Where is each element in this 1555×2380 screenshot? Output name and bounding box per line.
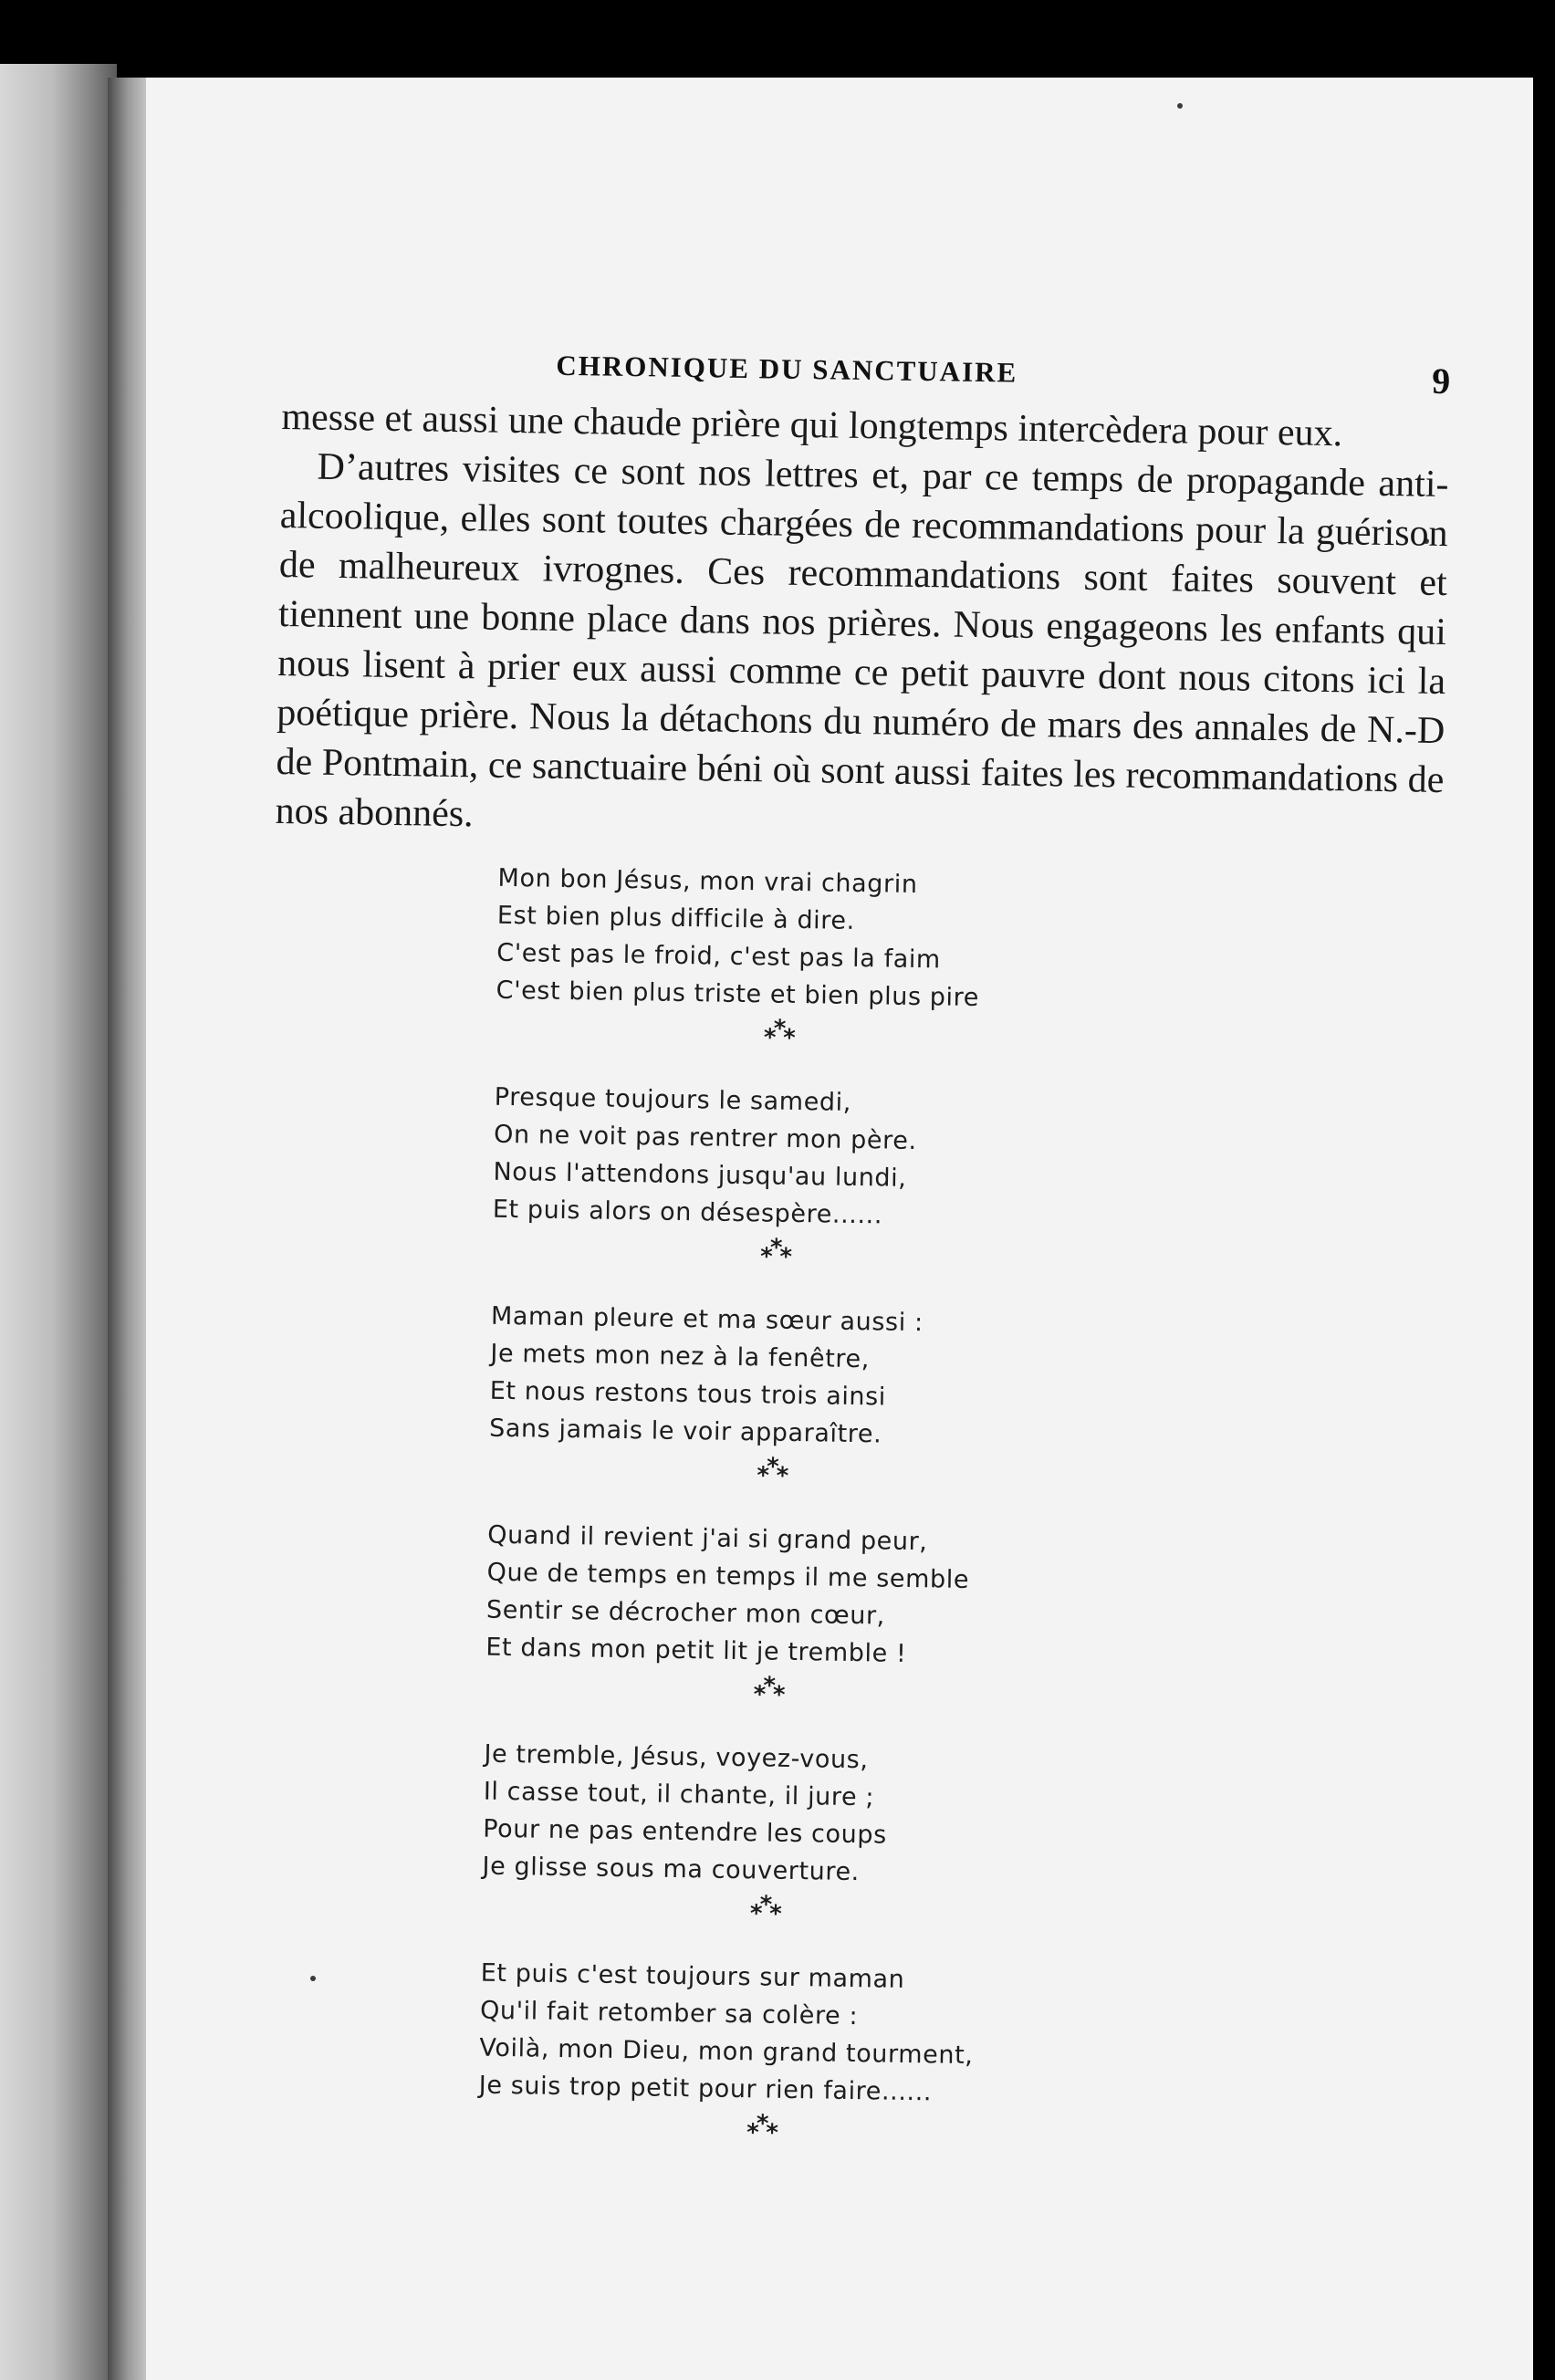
- asterism-star: *: [759, 1243, 771, 1271]
- verse-line: Il casse tout, il chante, il jure ;: [483, 1777, 875, 1812]
- asterism-star: *: [779, 1243, 790, 1271]
- verse-line: Je mets mon nez à la fenêtre,: [490, 1339, 871, 1374]
- asterism-star: *: [763, 1024, 774, 1052]
- poem-stanza: [496, 860, 1063, 1018]
- verse-line: C'est bien plus triste et bien plus pire: [496, 976, 980, 1013]
- verse-line: Presque toujours le samedi,: [494, 1082, 852, 1117]
- asterism-star: *: [749, 1900, 760, 1928]
- asterism-star: *: [746, 2119, 757, 2147]
- asterism-star: *: [759, 1891, 770, 1919]
- asterism-star: *: [753, 1681, 764, 1709]
- asterism-star: *: [768, 1900, 779, 1928]
- verse-line: Et puis alors on désespère......: [492, 1195, 883, 1230]
- asterism-star: *: [772, 1681, 783, 1709]
- facing-page-edge: [0, 64, 117, 2380]
- prayer-poem: [477, 860, 1064, 2183]
- asterism-divider: [488, 1447, 1055, 1526]
- asterism-divider: [491, 1228, 1058, 1307]
- asterism-star: *: [766, 2119, 777, 2147]
- poem-stanza: [489, 1298, 1057, 1456]
- poem-stanza: [485, 1517, 1053, 1675]
- paper-speck: [1177, 103, 1183, 109]
- verse-line: Maman pleure et ma sœur aussi :: [490, 1301, 924, 1338]
- verse-line: Et nous restons tous trois ainsi: [489, 1376, 887, 1412]
- running-title: CHRONIQUE DU SANCTUAIRE: [556, 349, 1018, 389]
- verse-line: Et puis c'est toujours sur maman: [480, 1958, 905, 1994]
- verse-line: Je tremble, Jésus, voyez-vous,: [484, 1739, 869, 1775]
- verse-line: Sans jamais le voir apparaître.: [488, 1414, 882, 1449]
- asterism-star: *: [776, 1462, 787, 1490]
- verse-line: Et dans mon petit lit je tremble !: [485, 1633, 907, 1668]
- verse-line: Est bien plus difficile à dire.: [496, 901, 856, 935]
- poem-stanza: [478, 1955, 1046, 2114]
- poem-stanza: [482, 1736, 1049, 1895]
- asterism-star: *: [773, 1015, 784, 1043]
- paragraph-continuation: messe et aussi une chaude prière qui longtemps intercèdera pour eux.: [281, 395, 1343, 455]
- verse-line: Mon bon Jésus, mon vrai chagrin: [497, 863, 918, 899]
- asterism-divider: [481, 1885, 1048, 1964]
- verse-line: C'est pas le froid, c'est pas la faim: [496, 938, 942, 975]
- verse-line: Qu'il fait retomber sa colère :: [479, 1996, 859, 2031]
- asterism-star: *: [782, 1024, 793, 1052]
- verse-line: Sentir se décrocher mon cœur,: [485, 1595, 886, 1631]
- page-number: 9: [1431, 360, 1451, 402]
- asterism-divider: [477, 2104, 1044, 2183]
- verse-line: Je suis trop petit pour rien faire......: [478, 2071, 933, 2107]
- verse-line: Nous l'attendons jusqu'au lundi,: [493, 1157, 907, 1193]
- verse-line: Quand il revient j'ai si grand peur,: [487, 1520, 928, 1557]
- page-content: [254, 329, 1451, 2188]
- verse-line: Je glisse sous ma couverture.: [482, 1852, 861, 1887]
- asterism-divider: [495, 1009, 1061, 1088]
- poem-stanza: [493, 1079, 1060, 1237]
- asterism-star: *: [763, 1672, 774, 1700]
- asterism-star: *: [757, 1462, 767, 1490]
- book-page: [146, 78, 1533, 2380]
- verse-line: Pour ne pas entendre les coups: [482, 1814, 887, 1850]
- asterism-star: *: [769, 1234, 780, 1262]
- verse-line: Voilà, mon Dieu, mon grand tourment,: [479, 2033, 974, 2071]
- asterism-star: *: [766, 1453, 778, 1481]
- paragraph-recommendations: D’autres visites ce sont nos lettres et, par ce temps de propagande anti-alcoolique, elles sont toutes chargées de recommandations pour la guérison de malheureux ivrognes. Ces recommandations sont faites souvent et tiennent une bonne place dans nos prières. Nous engageons les enfants qui nous lisent à prier eux aussi comme ce petit pauvre dont nous citons ici la poétique prière. Nous la détachons du numéro de mars des annales de N.-D de Pontmain, ce sanctuaire béni où sont aussi faites les recommandations de nos abonnés.: [275, 445, 1449, 836]
- asterism-star: *: [756, 2110, 767, 2138]
- asterism-divider: [485, 1666, 1051, 1745]
- verse-line: Que de temps en temps il me semble: [486, 1558, 970, 1594]
- prose-body: [275, 392, 1449, 854]
- verse-line: On ne voit pas rentrer mon père.: [493, 1120, 917, 1156]
